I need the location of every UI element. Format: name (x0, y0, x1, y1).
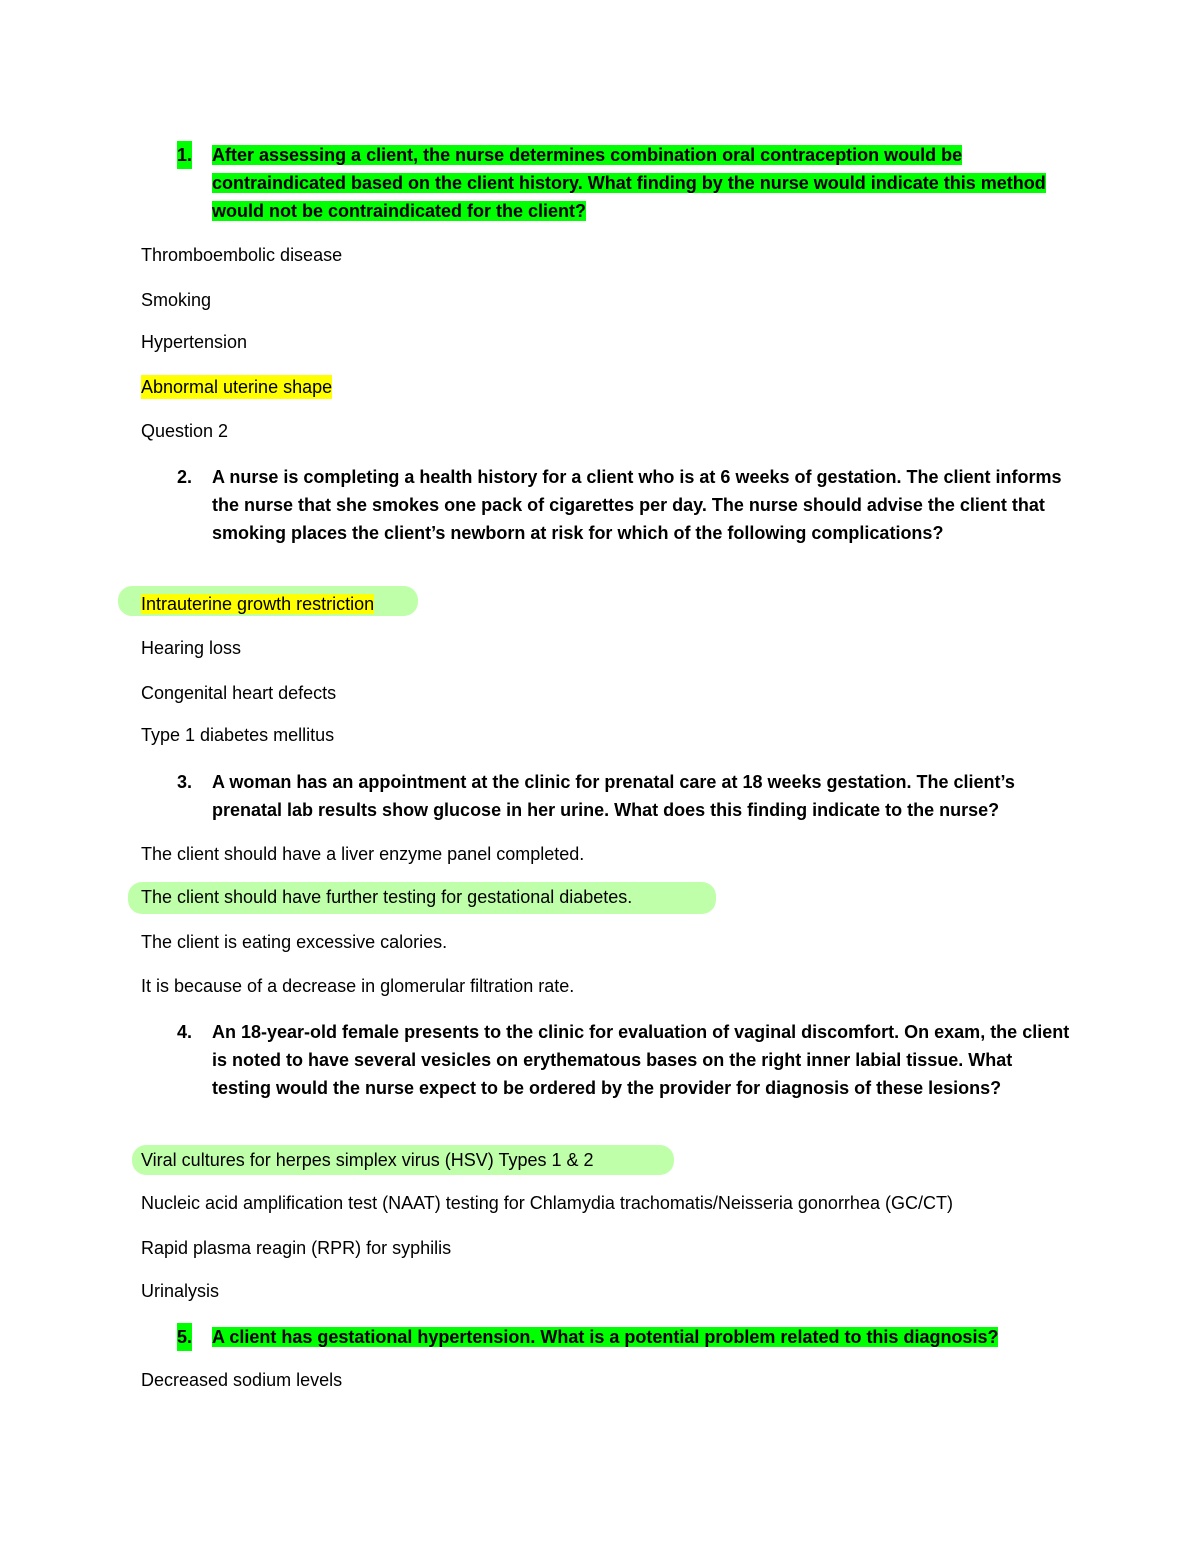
answer-option: Congenital heart defects (141, 683, 337, 703)
answer-option: Hearing loss (141, 638, 242, 658)
answer-option: Rapid plasma reagin (RPR) for syphilis (141, 1238, 452, 1258)
answer-option: The client is eating excessive calories. (141, 932, 448, 952)
selected-answer: The client should have further testing for gestational diabetes. (141, 887, 633, 907)
question-number: 5. (177, 1323, 192, 1351)
question-text: A woman has an appointment at the clinic for prenatal care at 18 weeks gestation. The client’s prenatal lab results show glucose in her urine. What does this finding indicate to the nurse? (212, 772, 1015, 820)
question-number: 3. (177, 772, 193, 792)
answer-option: Hypertension (141, 332, 248, 352)
answer-option: It is because of a decrease in glomerular filtration rate. (141, 976, 575, 996)
question-number: 2. (177, 467, 193, 487)
question-text: A client has gestational hypertension. What is a potential problem related to this diagnosis? (212, 1327, 999, 1347)
question-1 (177, 141, 1072, 225)
answer-option: Thromboembolic disease (141, 245, 343, 265)
answer-option: Nucleic acid amplification test (NAAT) testing for Chlamydia trachomatis/Neisseria gonorrhea (GC/CT) (141, 1193, 953, 1213)
question-2 (177, 463, 1072, 547)
selected-answer: Intrauterine growth restriction (141, 594, 375, 614)
question-text: A nurse is completing a health history for a client who is at 6 weeks of gestation. The client informs the nurse that she smokes one pack of cigarettes per day. The nurse should advise the client that smoking places the client’s newborn at risk for which of the following complications? (212, 467, 1062, 543)
question-number: 4. (177, 1022, 193, 1042)
question-label: Question 2 (141, 421, 229, 441)
question-number: 1. (177, 141, 192, 169)
answer-option: Urinalysis (141, 1281, 220, 1301)
question-5 (177, 1323, 1072, 1351)
question-3 (177, 768, 1072, 824)
selected-answer: Abnormal uterine shape (141, 377, 333, 397)
answer-option: The client should have a liver enzyme panel completed. (141, 844, 585, 864)
selected-answer: Viral cultures for herpes simplex virus (HSV) Types 1 & 2 (141, 1150, 594, 1170)
answer-option: Smoking (141, 290, 212, 310)
answer-option: Decreased sodium levels (141, 1370, 343, 1390)
question-text: After assessing a client, the nurse determines combination oral contraception would be contraindicated based on the client history. What finding by the nurse would indicate this method would not be contraindicated for the client? (212, 145, 1046, 221)
answer-option: Type 1 diabetes mellitus (141, 725, 335, 745)
question-4 (177, 1018, 1072, 1102)
question-text: An 18-year-old female presents to the clinic for evaluation of vaginal discomfort. On exam, the client is noted to have several vesicles on erythematous bases on the right inner labial tissue. What testing would the nurse expect to be ordered by the provider for diagnosis of these lesions? (212, 1022, 1070, 1098)
